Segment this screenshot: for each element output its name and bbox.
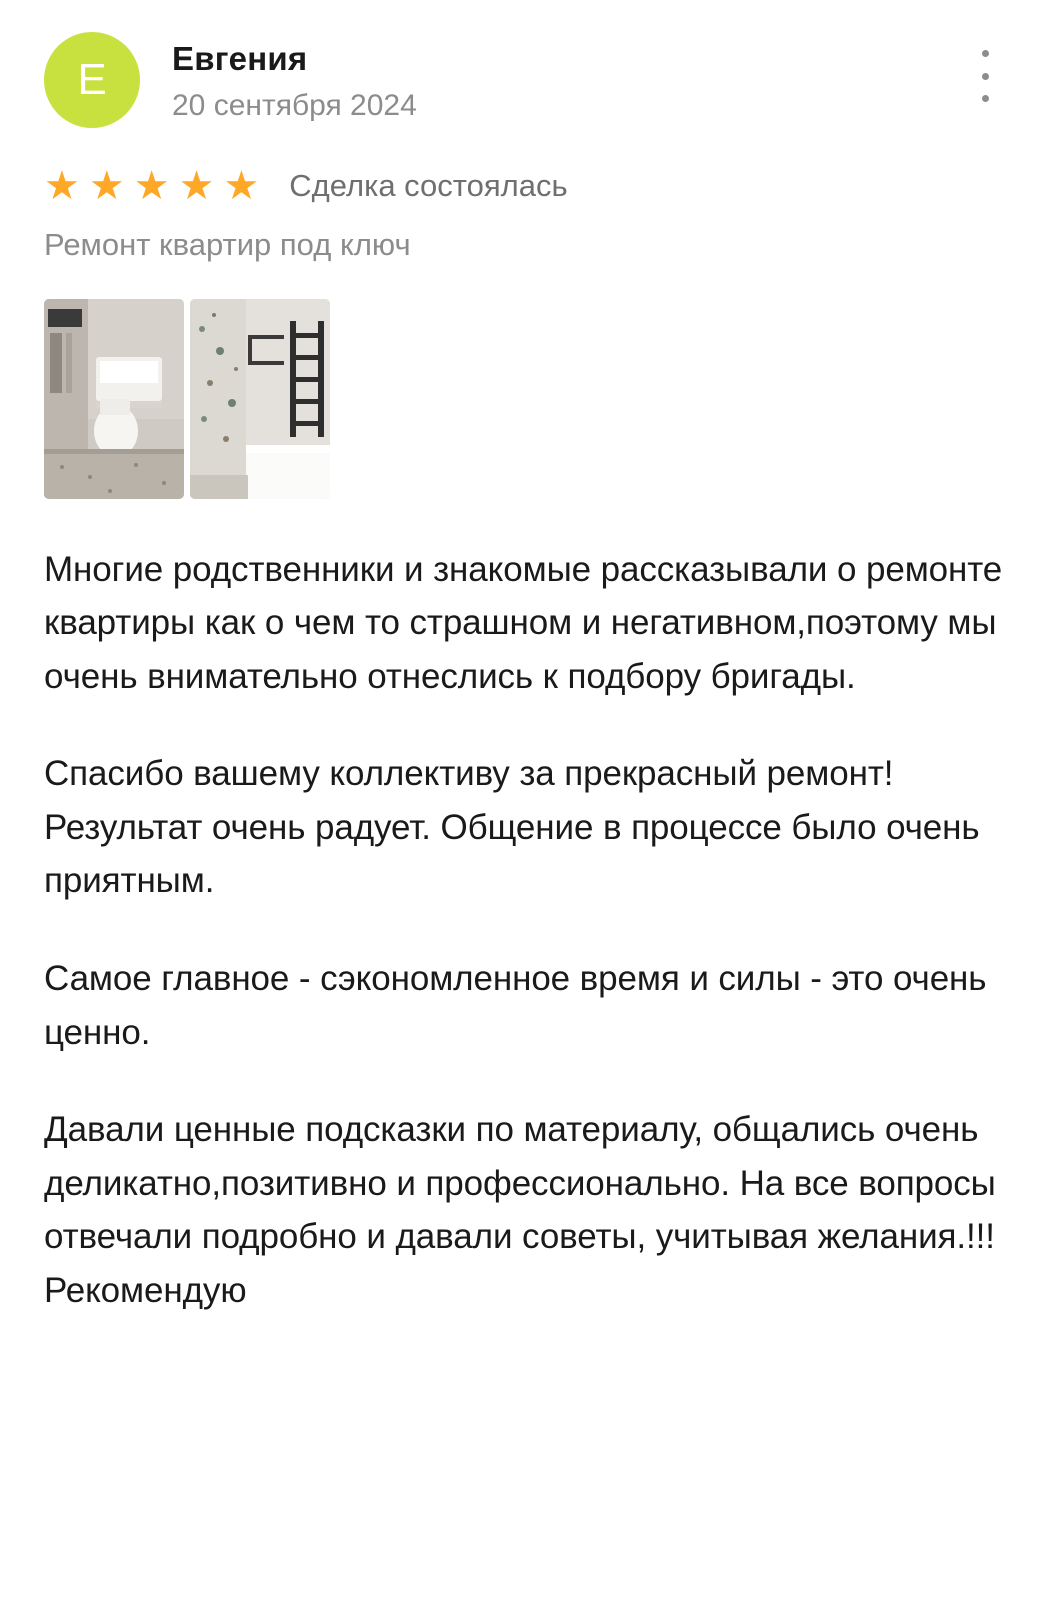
review-paragraph: Давали ценные подсказки по материалу, общались очень деликатно,позитивно и профессионально. На все вопросы отвечали подробно и давали советы, учитывая желания.!!! Рекомендую bbox=[44, 1110, 996, 1310]
review-header bbox=[44, 30, 1007, 128]
review-photo-1[interactable] bbox=[44, 299, 184, 499]
author-block bbox=[172, 30, 417, 124]
review-body bbox=[44, 543, 1007, 1318]
star-icon: ★ bbox=[178, 164, 215, 208]
review-paragraph: Многие родственники и знакомые рассказывали о ремонте квартиры как о чем то страшном и негативном,поэтому мы очень внимательно отнеслись к подбору бригады. bbox=[44, 549, 1003, 696]
deal-status-label: Сделка состоялась bbox=[289, 167, 568, 203]
star-icon: ★ bbox=[133, 164, 170, 208]
star-icon: ★ bbox=[223, 164, 260, 208]
review-photo-2[interactable] bbox=[190, 299, 330, 499]
rating-stars bbox=[44, 166, 259, 206]
review-date: 20 сентября 2024 bbox=[172, 89, 417, 123]
avatar: Е bbox=[44, 32, 140, 128]
kebab-dot bbox=[982, 73, 989, 80]
kebab-menu-icon[interactable] bbox=[967, 50, 1003, 102]
author-name: Евгения bbox=[172, 40, 308, 77]
rating-row bbox=[44, 166, 1007, 206]
star-icon: ★ bbox=[88, 164, 125, 208]
kebab-dot bbox=[982, 95, 989, 102]
star-icon: ★ bbox=[44, 164, 80, 208]
review-photos bbox=[44, 299, 1007, 499]
kebab-dot bbox=[982, 50, 989, 57]
bathroom-photo-2 bbox=[190, 299, 330, 499]
bathroom-photo-1 bbox=[44, 299, 184, 499]
review-paragraph: Спасибо вашему коллективу за прекрасный ремонт! Результат очень радует. Общение в процессе было очень приятным. bbox=[44, 754, 980, 901]
service-name: Ремонт квартир под ключ bbox=[44, 227, 411, 262]
review-paragraph: Самое главное - сэкономленное время и силы - это очень ценно. bbox=[44, 959, 987, 1052]
